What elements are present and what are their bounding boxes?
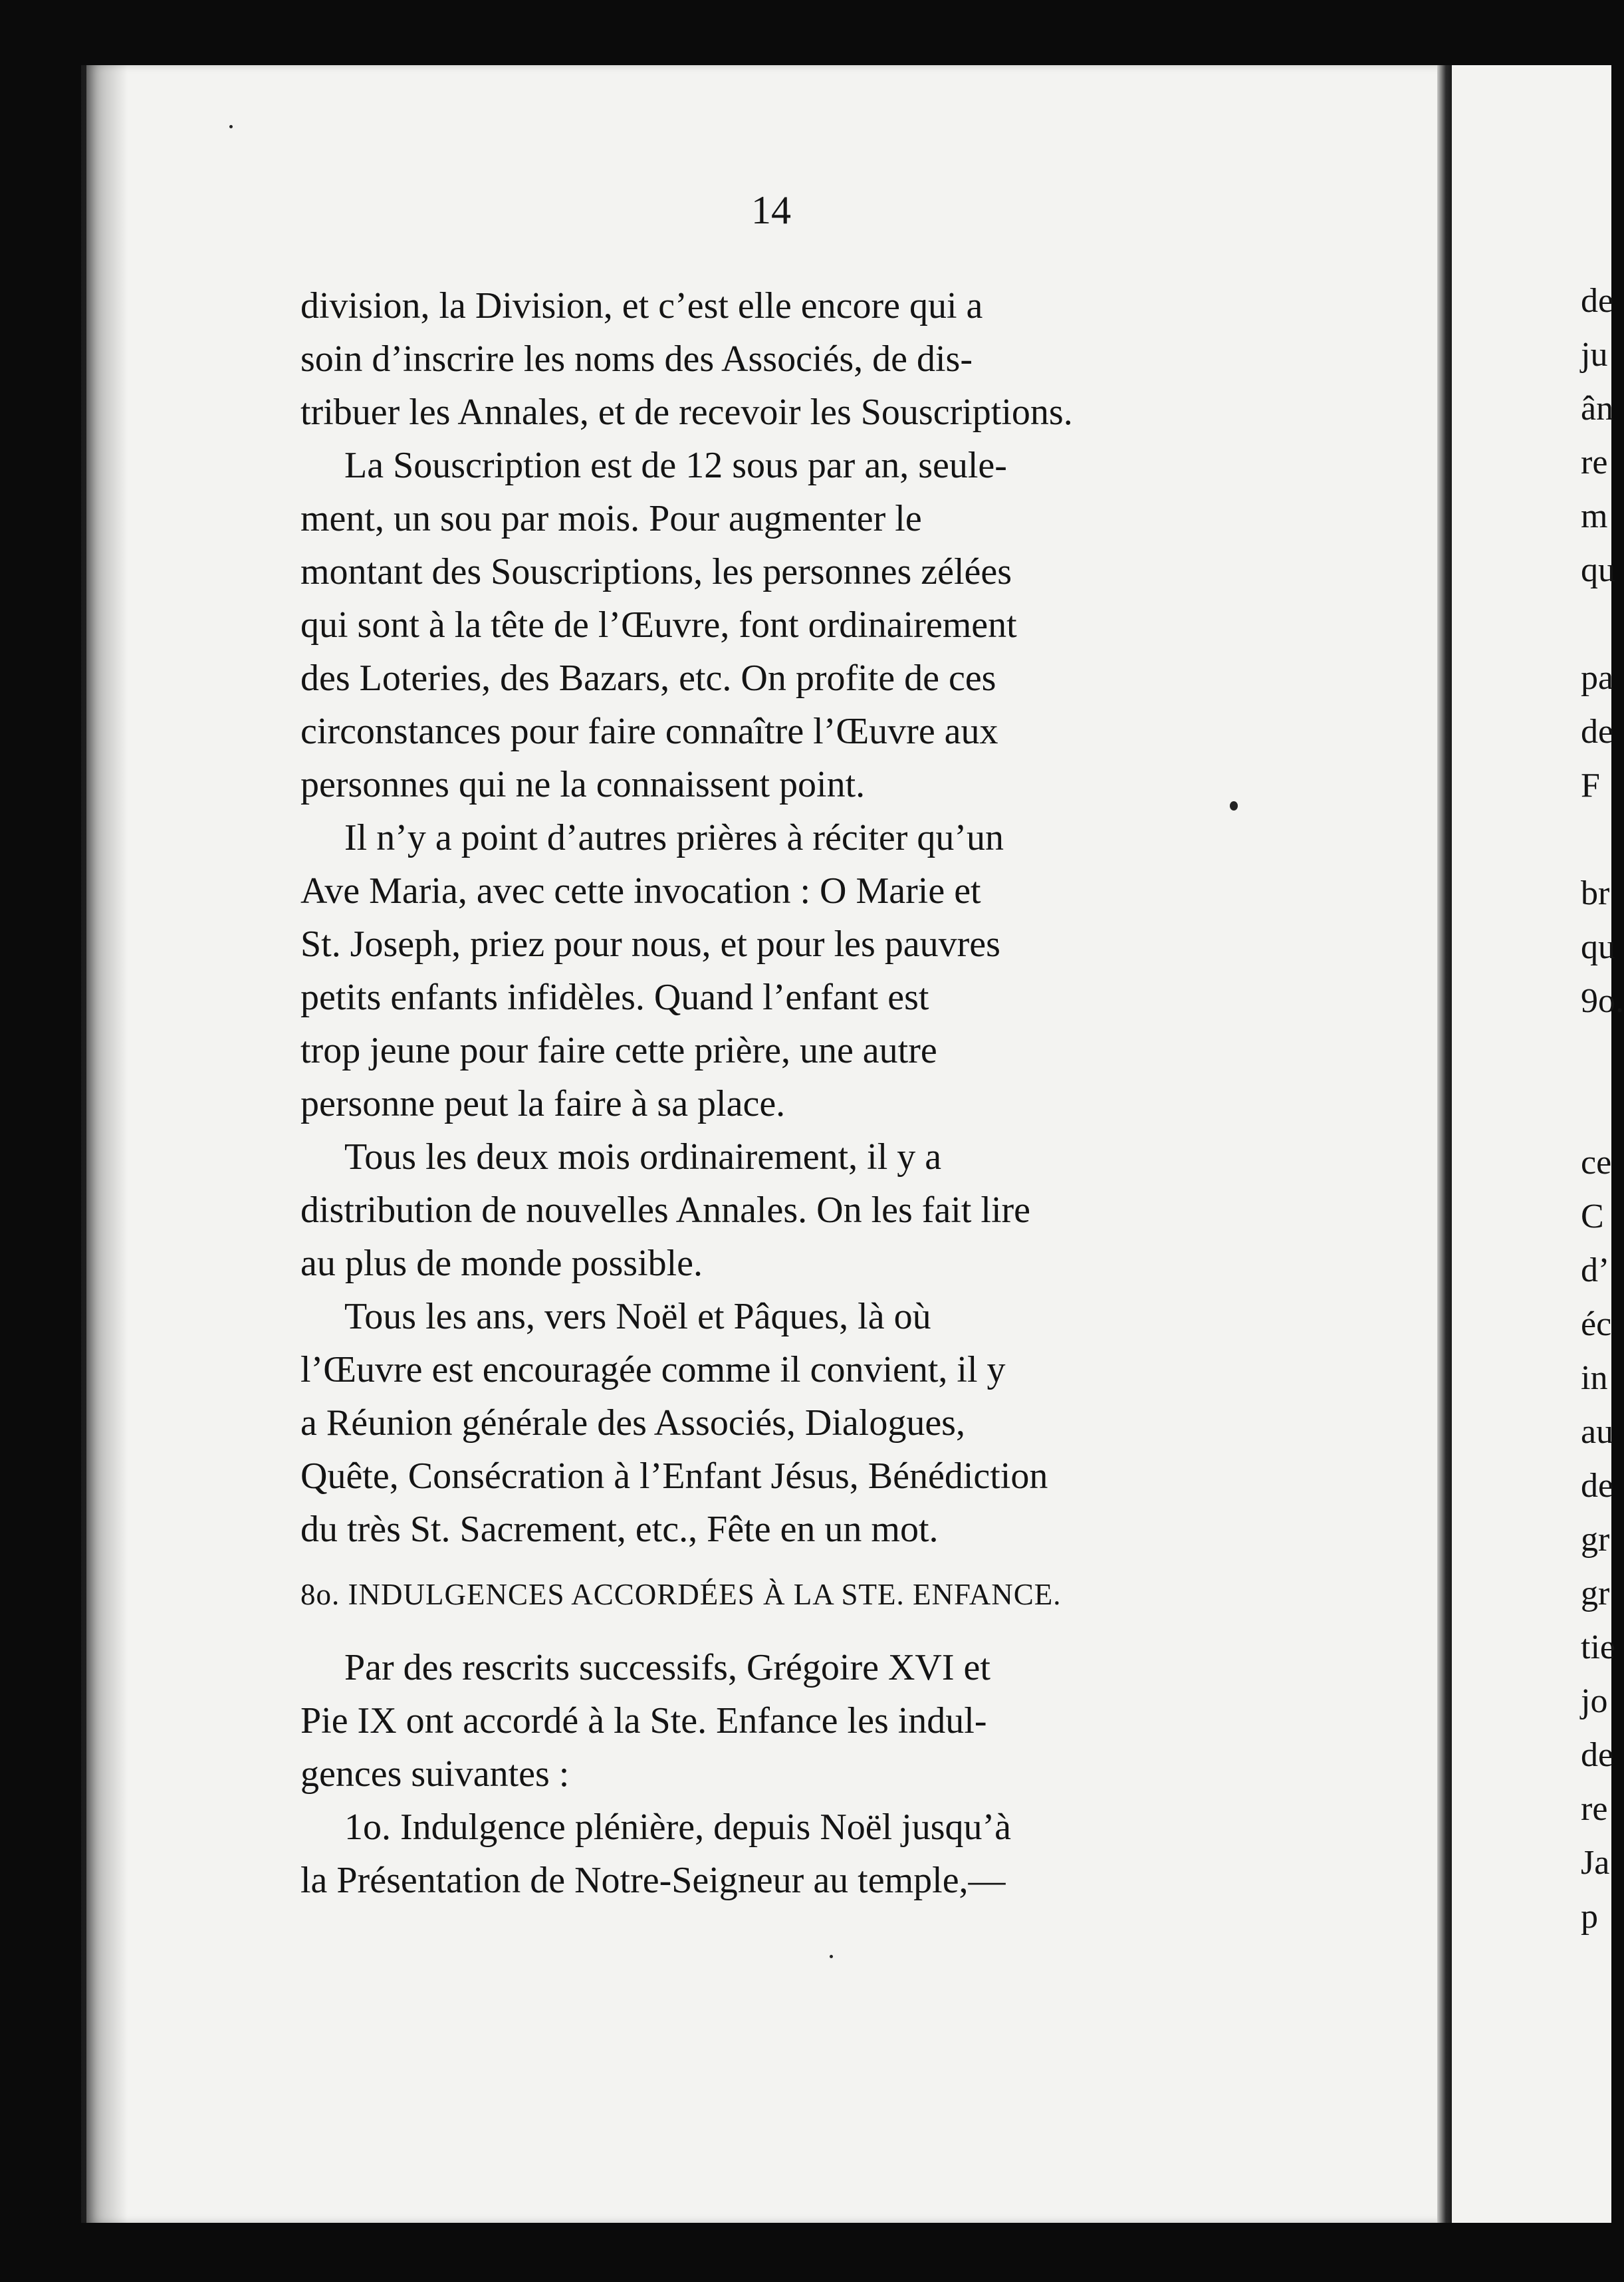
text-line: ment, un sou par mois. Pour augmenter le — [300, 498, 922, 539]
text-line: St. Joseph, priez pour nous, et pour les pauvres — [300, 924, 1000, 965]
text-line: au plus de monde possible. — [300, 1243, 703, 1284]
page-number: 14 — [751, 188, 791, 232]
fragment: de — [1581, 713, 1614, 751]
text-line: Il n’y a point d’autres prières à réciter qu’un — [344, 817, 1004, 858]
facing-page-fragments — [1581, 274, 1624, 1944]
fragment — [1581, 1028, 1621, 1082]
text-line: soin d’inscrire les noms des Associés, de dis- — [300, 338, 973, 380]
text-line: Par des rescrits successifs, Grégoire XVI et — [344, 1647, 990, 1688]
text-line: distribution de nouvelles Annales. On les fait lire — [300, 1190, 1031, 1231]
fragment: de — [1581, 1467, 1614, 1505]
fragment: de — [1581, 282, 1614, 320]
fragment: éc — [1581, 1305, 1612, 1343]
text-line: la Présentation de Notre-Seigneur au temple,— — [300, 1860, 1006, 1901]
section-heading: 8o. INDULGENCES ACCORDÉES À LA STE. ENFANCE. — [300, 1578, 1062, 1611]
text-line: Pie IX ont accordé à la Ste. Enfance les indul- — [300, 1700, 987, 1741]
fragment: in — [1581, 1359, 1608, 1397]
text-line: qui sont à la tête de l’Œuvre, font ordinairement — [300, 604, 1017, 646]
paragraph-7 — [300, 1801, 1224, 1907]
text-line: petits enfants infidèles. Quand l’enfant est — [300, 977, 929, 1018]
fragment: ce — [1581, 1144, 1612, 1182]
fragment: qu — [1581, 551, 1615, 589]
text-line: division, la Division, et c’est elle encore qui a — [300, 285, 983, 326]
paragraph-3 — [300, 811, 1224, 1130]
text-line: du très St. Sacrement, etc., Fête en un mot. — [300, 1509, 939, 1550]
fragment: re — [1581, 1790, 1608, 1828]
fragment: au — [1581, 1413, 1614, 1451]
fragment: ju — [1581, 336, 1608, 374]
text-line: des Loteries, des Bazars, etc. On profite de ces — [300, 658, 996, 699]
ink-speck — [830, 1955, 833, 1958]
fragment: pa — [1581, 659, 1614, 697]
text-line: Tous les deux mois ordinairement, il y a — [344, 1136, 942, 1178]
paragraph-4 — [300, 1130, 1224, 1290]
text-line: 1o. Indulgence plénière, depuis Noël jusqu’à — [344, 1807, 1012, 1848]
text-line: Tous les ans, vers Noël et Pâques, là où — [344, 1296, 931, 1337]
text-line: Quête, Consécration à l’Enfant Jésus, Bénédiction — [300, 1456, 1048, 1497]
fragment: 9o. — [1581, 982, 1624, 1020]
text-line: Ave Maria, avec cette invocation : O Marie et — [300, 870, 981, 912]
text-line: personnes qui ne la connaissent point. — [300, 764, 866, 805]
fragment: C — [1581, 1198, 1604, 1235]
text-line: tribuer les Annales, et de recevoir les Souscriptions. — [300, 392, 1073, 433]
text-line: montant des Souscriptions, les personnes zélées — [300, 551, 1012, 592]
fragment — [1581, 813, 1621, 866]
book-gutter — [1437, 65, 1452, 2223]
ink-speck — [229, 125, 233, 128]
text-line: circonstances pour faire connaître l’Œuvre aux — [300, 711, 998, 752]
fragment: de — [1581, 1736, 1614, 1774]
fragment: tie — [1581, 1628, 1615, 1666]
fragment: gr — [1581, 1521, 1610, 1559]
fragment: gr — [1581, 1575, 1610, 1612]
text-line: trop jeune pour faire cette prière, une autre — [300, 1030, 937, 1071]
fragment: Ja — [1581, 1844, 1610, 1882]
paragraph-2 — [300, 439, 1224, 811]
ink-speck — [1230, 801, 1238, 811]
fragment: ân — [1581, 390, 1614, 428]
page-edge-shadow — [81, 65, 128, 2223]
page-body — [300, 279, 1224, 1907]
text-line: a Réunion générale des Associés, Dialogues, — [300, 1402, 965, 1444]
paragraph-1 — [300, 279, 1224, 439]
fragment — [1581, 597, 1621, 651]
fragment — [1581, 1082, 1621, 1136]
text-line: personne peut la faire à sa place. — [300, 1083, 786, 1124]
fragment: F — [1581, 767, 1600, 805]
fragment: jo — [1581, 1682, 1608, 1720]
paragraph-6 — [300, 1641, 1224, 1801]
fragment: qu — [1581, 928, 1615, 966]
fragment: d’ — [1581, 1251, 1610, 1289]
text-line: l’Œuvre est encouragée comme il convient, il y — [300, 1349, 1006, 1390]
fragment: m — [1581, 497, 1608, 535]
paragraph-5 — [300, 1290, 1224, 1556]
fragment: re — [1581, 444, 1608, 481]
text-line: gences suivantes : — [300, 1753, 570, 1795]
fragment: br — [1581, 874, 1610, 912]
text-line: La Souscription est de 12 sous par an, seule- — [344, 445, 1007, 486]
fragment: p — [1581, 1898, 1598, 1936]
